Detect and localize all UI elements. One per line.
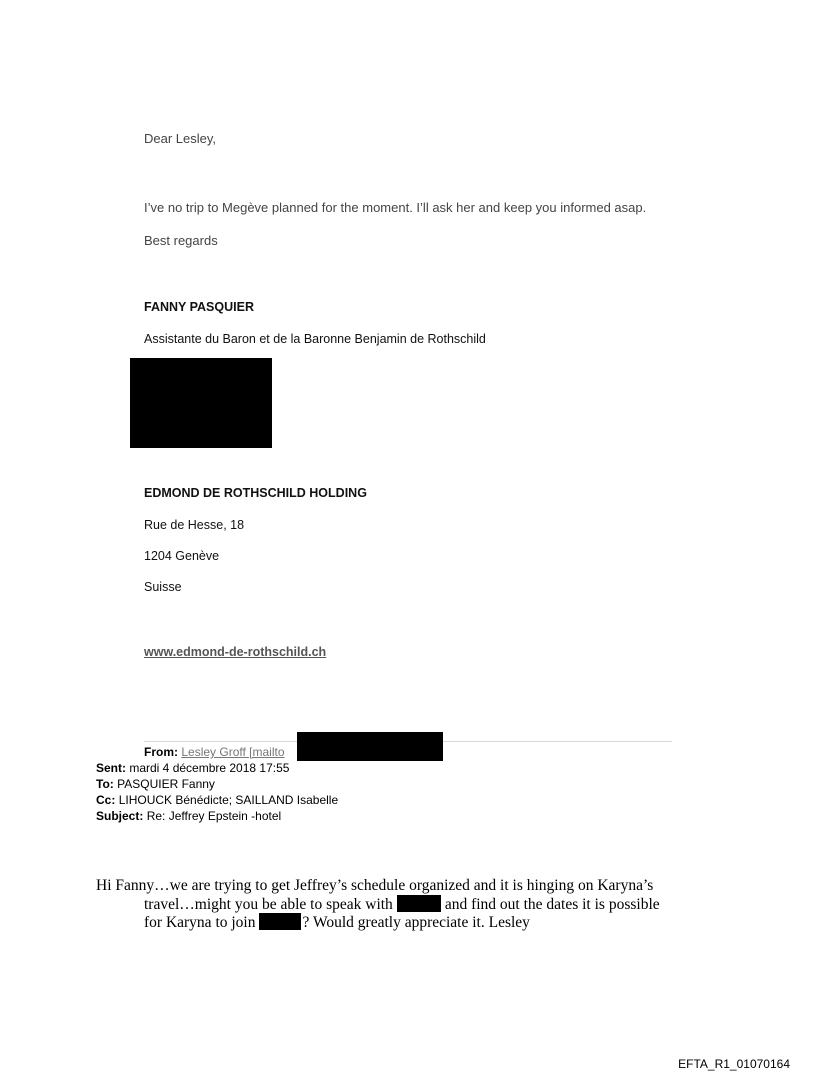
signature-name: FANNY PASQUIER [144, 300, 254, 314]
document-id: EFTA_R1_01070164 [678, 1057, 790, 1071]
signature-city: 1204 Genève [144, 549, 220, 563]
signature-country: Suisse [144, 580, 182, 594]
to-line [96, 776, 215, 792]
subject-label: Subject: [96, 809, 144, 823]
cc-label: Cc: [96, 793, 116, 807]
signature-company: EDMOND DE ROTHSCHILD HOLDING [144, 486, 367, 500]
to-label: To: [96, 777, 114, 791]
reply-body: I’ve no trip to Megève planned for the moment. I’ll ask her and keep you informed asap. [144, 200, 647, 215]
website-link[interactable] [144, 643, 326, 661]
redacted-logo [130, 358, 272, 448]
message-line-3 [144, 913, 530, 932]
message-line-1: Hi Fanny…we are trying to get Jeffrey’s schedule organized and it is hinging on Karyna’s [96, 877, 654, 894]
greeting: Dear Lesley, [144, 131, 217, 146]
sent-label: Sent: [96, 761, 126, 775]
message-line-2b: and find out the dates it is possible [444, 896, 660, 913]
from-line [144, 744, 285, 760]
to-value: PASQUIER Fanny [117, 777, 215, 791]
message-line-3a: for Karyna to join [144, 914, 256, 931]
cc-value: LIHOUCK Bénédicte; SAILLAND Isabelle [118, 793, 339, 807]
cc-line [96, 792, 338, 808]
sent-line [96, 760, 289, 776]
redacted-name-1 [397, 895, 441, 912]
message-line-2a: travel…might you be able to speak with [144, 896, 393, 913]
signature-role: Assistante du Baron et de la Baronne Benjamin de Rothschild [144, 332, 486, 346]
message-line-2 [144, 895, 660, 914]
closing: Best regards [144, 233, 218, 248]
from-value: Lesley Groff [mailto [181, 745, 285, 759]
signature-street: Rue de Hesse, 18 [144, 518, 245, 532]
redacted-name-2 [259, 913, 301, 930]
message-line-3b: ? Would greatly appreciate it. Lesley [302, 914, 530, 931]
redacted-email [297, 732, 443, 761]
sent-value: mardi 4 décembre 2018 17:55 [129, 761, 290, 775]
subject-value: Re: Jeffrey Epstein -hotel [146, 809, 282, 823]
subject-line [96, 808, 281, 824]
website-link-text[interactable]: www.edmond-de-rothschild.ch [144, 645, 327, 659]
from-label: From: [144, 745, 178, 759]
